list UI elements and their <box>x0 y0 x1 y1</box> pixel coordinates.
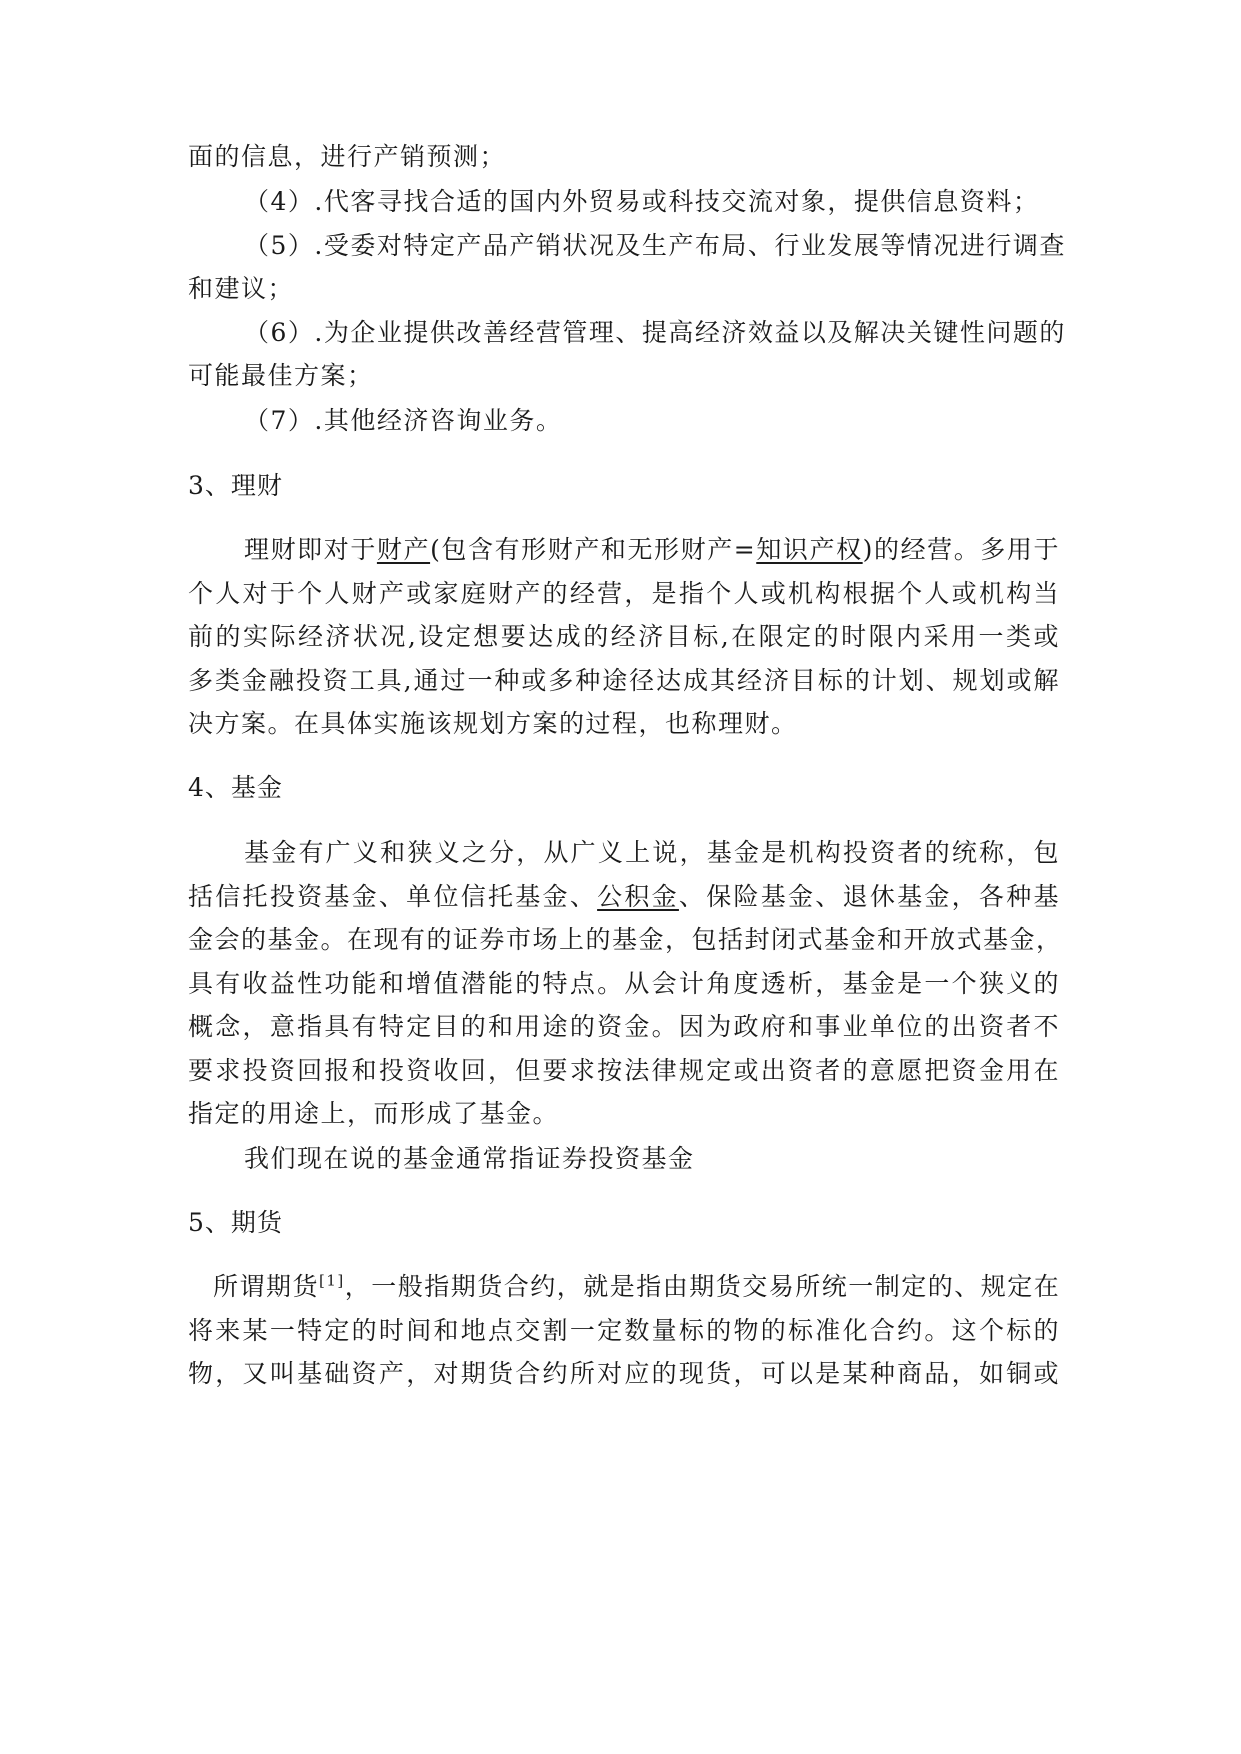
list-item-7: （7）.其他经济咨询业务。 <box>244 406 563 435</box>
text-line: 面的信息，进行产销预测； <box>188 142 507 171</box>
list-item-5: （5）.受委对特定产品产销状况及生产布局、行业发展等情况进行调查 <box>244 231 1066 260</box>
paragraph-line: 决方案。在具体实施该规划方案的过程，也称理财。 <box>188 709 798 738</box>
paragraph-line: 前的实际经济状况,设定想要达成的经济目标,在限定的时限内采用一类或 <box>188 622 1060 651</box>
paragraph-line <box>188 877 1060 917</box>
paragraph-line: 指定的用途上，而形成了基金。 <box>188 1099 560 1128</box>
section-heading-3: 3、理财 <box>188 471 283 500</box>
paragraph-line <box>244 530 1060 570</box>
paragraph-line: 金会的基金。在现有的证券市场上的基金，包括封闭式基金和开放式基金， <box>188 925 1063 954</box>
footnote-ref[interactable]: [1] <box>319 1271 345 1290</box>
text-span: )的经营。多用于 <box>862 535 1060 564</box>
paragraph-line: 个人对于个人财产或家庭财产的经营，是指个人或机构根据个人或机构当 <box>188 579 1060 608</box>
text-span: 理财即对于 <box>244 535 377 564</box>
paragraph-line <box>213 1267 1060 1307</box>
text-span: 所谓期货 <box>213 1272 320 1301</box>
paragraph-line: 将来某一特定的时间和地点交割一定数量标的物的标准化合约。这个标的 <box>188 1316 1060 1345</box>
text-line: 可能最佳方案； <box>188 361 374 390</box>
list-item-6: （6）.为企业提供改善经营管理、提高经济效益以及解决关键性问题的 <box>244 318 1066 347</box>
paragraph-line: 我们现在说的基金通常指证券投资基金 <box>244 1144 695 1173</box>
link-intellectual-property[interactable]: 知识产权 <box>756 535 863 564</box>
text-span: (包含有形财产和无形财产= <box>430 535 757 564</box>
section-heading-5: 5、期货 <box>188 1208 283 1237</box>
link-provident-fund[interactable]: 公积金 <box>597 882 679 911</box>
text-span: 、保险基金、退休基金，各种基 <box>678 882 1060 911</box>
text-span: 括信托投资基金、单位信托基金、 <box>188 882 598 911</box>
text-line: 和建议； <box>188 274 295 303</box>
text-span: ，一般指期货合约，就是指由期货交易所统一制定的、规定在 <box>344 1272 1061 1301</box>
paragraph-line: 要求投资回报和投资收回，但要求按法律规定或出资者的意愿把资金用在 <box>188 1056 1060 1085</box>
section-heading-4: 4、基金 <box>188 773 283 802</box>
paragraph-line: 物，又叫基础资产，对期货合约所对应的现货，可以是某种商品，如铜或 <box>188 1359 1060 1388</box>
link-property[interactable]: 财产 <box>376 535 431 564</box>
paragraph-line: 多类金融投资工具,通过一种或多种途径达成其经济目标的计划、规划或解 <box>188 666 1060 695</box>
paragraph-line: 概念，意指具有特定目的和用途的资金。因为政府和事业单位的出资者不 <box>188 1012 1060 1041</box>
paragraph-line: 基金有广义和狭义之分，从广义上说，基金是机构投资者的统称，包 <box>244 838 1060 867</box>
list-item-4: （4）.代客寻找合适的国内外贸易或科技交流对象，提供信息资料； <box>244 187 1040 216</box>
paragraph-line: 具有收益性功能和增值潜能的特点。从会计角度透析，基金是一个狭义的 <box>188 969 1060 998</box>
